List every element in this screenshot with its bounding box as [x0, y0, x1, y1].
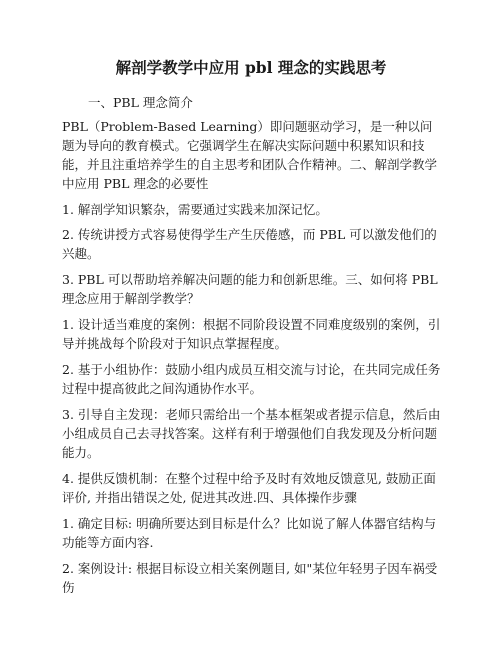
section-heading-pbl-intro: 一、PBL 理念简介 — [88, 95, 193, 110]
list-item-method-3: 3. 引导自主发现：老师只需给出一个基本框架或者提示信息，然后由小组成员自己去寻找答案。这样有利于增强他们自我发现及分析问题能力。 — [62, 407, 441, 460]
list-item-method-1: 1. 设计适当难度的案例：根据不同阶段设置不同难度级别的案例，引导并挑战每个阶段对于知识点掌握程度。 — [62, 317, 441, 351]
list-item-necessity-1: 1. 解剖学知识繁杂，需要通过实践来加深记忆。 — [62, 202, 328, 217]
list-item-method-2: 2. 基于小组协作：鼓励小组内成员互相交流与讨论，在共同完成任务过程中提高彼此之间沟通协作水平。 — [62, 362, 441, 396]
paragraph-pbl-definition: PBL（Problem-Based Learning）即问题驱动学习，是一种以问题为导向的教育模式。它强调学生在解决实际问题中积累知识和技能，并且注重培养学生的自主思考和团队合作精神。二、解剖学教学中应用 PBL 理念的必要性 — [62, 119, 438, 191]
list-item-step-2: 2. 案例设计: 根据目标设立相关案例题目, 如"某位年轻男子因车祸受伤 — [62, 561, 438, 595]
list-item-necessity-2: 2. 传统讲授方式容易使得学生产生厌倦感，而 PBL 可以激发他们的兴趣。 — [62, 227, 437, 261]
list-item-method-4: 4. 提供反馈机制：在整个过程中给予及时有效地反馈意见, 鼓励正面评价, 并指出错误之处, 促进其改进.四、具体操作步骤 — [62, 471, 436, 505]
document-title: 解剖学教学中应用 pbl 理念的实践思考 — [115, 58, 387, 77]
list-item-necessity-3: 3. PBL 可以帮助培养解决问题的能力和创新思维。三、如何将 PBL 理念应用于解剖学教学？ — [62, 272, 438, 306]
document-body — [62, 93, 444, 604]
list-item-step-1: 1. 确定目标: 明确所要达到目标是什么？比如说了解人体器官结构与功能等方面内容. — [62, 516, 437, 550]
